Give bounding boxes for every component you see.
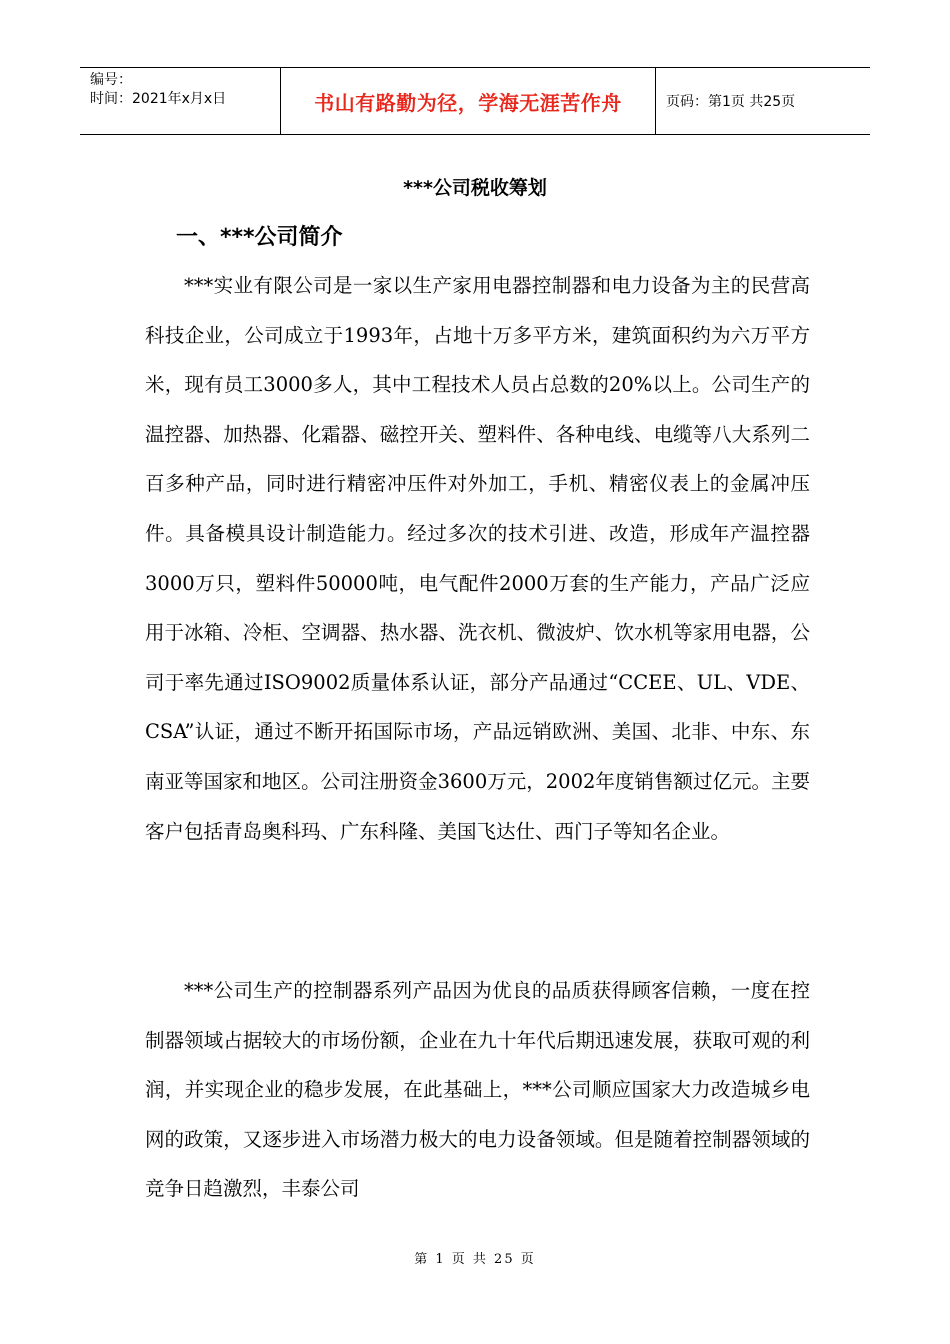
header-page-info: 页码：第1页 共25页 xyxy=(666,94,796,110)
header-meta-cell xyxy=(80,68,281,134)
number-label: 编号： xyxy=(90,72,132,88)
paragraph-2: ***公司生产的控制器系列产品因为优良的品质获得顾客信赖，一度在控制器领域占据较大的市场份额，企业在九十年代后期迅速发展，获取可观的利润，并实现企业的稳步发展，在此基础上，***公司顺应国家大力改造城乡电网的政策，又逐步进入市场潜力极大的电力设备领域。但是随着控制器领域的竞争日趋激烈，丰泰公司 xyxy=(145,979,810,1201)
section-heading: 一、***公司简介 xyxy=(176,225,343,250)
page-footer: 第 1 页 共 25 页 xyxy=(414,1252,536,1267)
paragraph-1: ***实业有限公司是一家以生产家用电器控制器和电力设备为主的民营高科技企业，公司成立于1993年，占地十万多平方米，建筑面积约为六万平方米，现有员工3000多人，其中工程技术人员占总数的20%以上。公司生产的温控器、加热器、化霜器、磁控开关、塑料件、各种电线、电缆等八大系列二百多种产品，同时进行精密冲压件对外加工，手机、精密仪表上的金属冲压件。具备模具设计制造能力。经过多次的技术引进、改造，形成年产温控器3000万只，塑料件50000吨，电气配件2000万套的生产能力，产品广泛应用于冰箱、冷柜、空调器、热水器、洗衣机、微波炉、饮水机等家用电器，公司于率先通过ISO9002质量体系认证，部分产品通过“CCEE、UL、VDE、CSA”认证，通过不断开拓国际市场，产品远销欧洲、美国、北非、中东、东南亚等国家和地区。公司注册资金3600万元，2002年度销售额过亿元。主要客户包括青岛奥科玛、广东科隆、美国飞达仕、西门子等知名企业。 xyxy=(145,274,810,843)
header-motto: 书山有路勤为径，学海无涯苦作舟 xyxy=(281,68,656,134)
header-table xyxy=(80,67,870,135)
document-title: ***公司税收筹划 xyxy=(403,177,547,199)
time-label: 时间：2021年x月x日 xyxy=(90,91,227,107)
